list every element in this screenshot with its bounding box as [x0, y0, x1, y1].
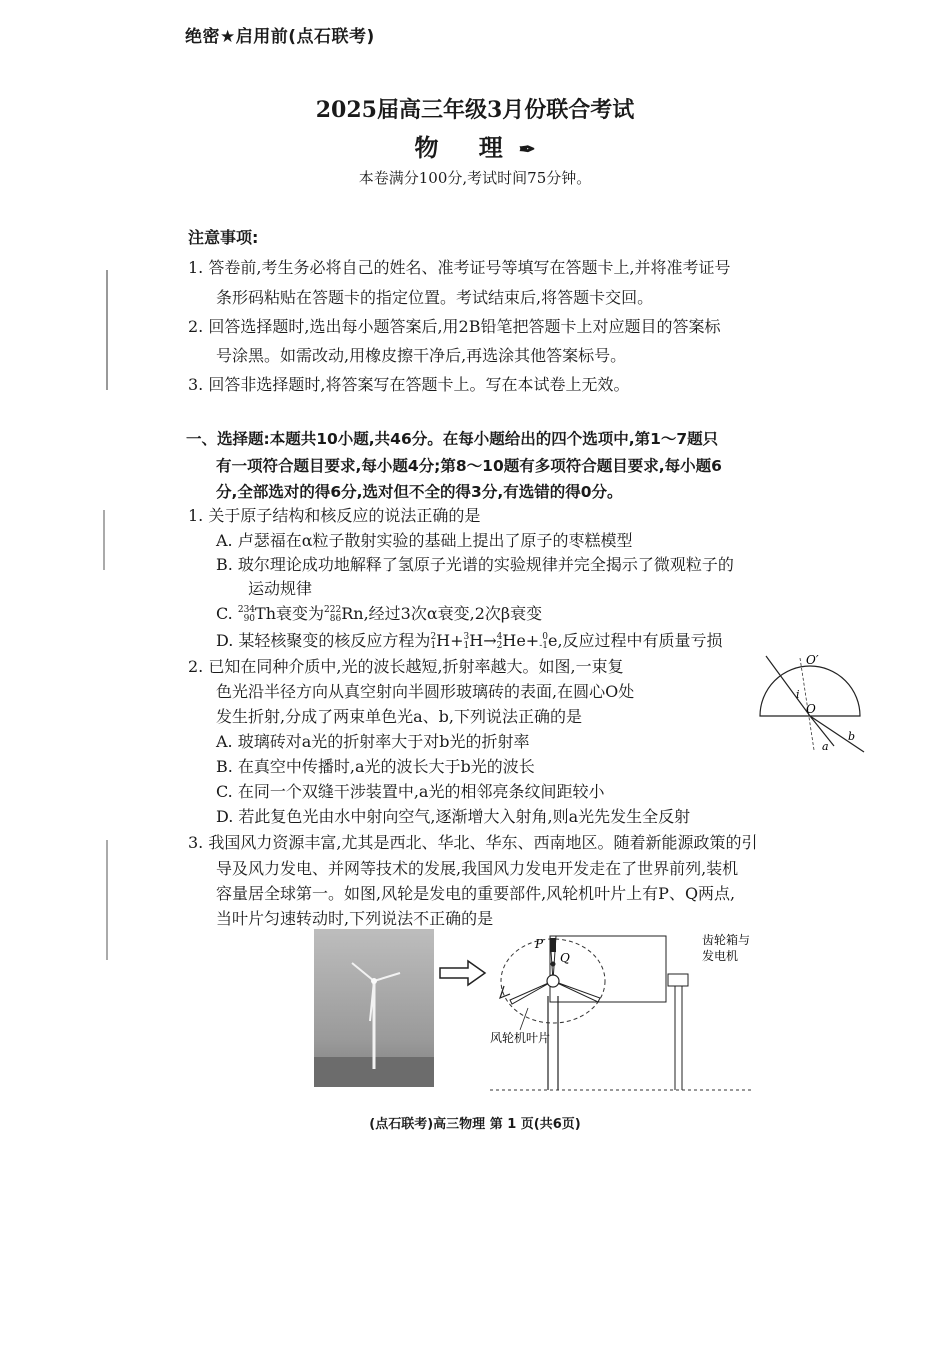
wind-turbine-photo	[314, 929, 434, 1087]
q2-stem-line1: 2. 已知在同种介质中,光的波长越短,折射率越大。如图,一束复	[188, 657, 624, 676]
scan-mark	[106, 840, 108, 960]
q3-stem-line1: 3. 我国风力资源丰富,尤其是西北、华北、华东、西南地区。随着新能源政策的引	[188, 833, 758, 852]
section1-line2: 有一项符合题目要求,每小题4分;第8～10题有多项符合题目要求,每小题6	[216, 457, 722, 475]
label-a: a	[822, 740, 829, 753]
gearbox-label-line2: 发电机	[702, 949, 739, 963]
q2-refraction-diagram	[752, 650, 872, 760]
turbine-photo-drawing	[314, 929, 434, 1087]
notice-item-2-line2: 号涂黑。如需改动,用橡皮擦干净后,再选涂其他答案标号。	[216, 346, 627, 365]
subject-text: 物 理	[414, 133, 519, 162]
subject-title	[0, 128, 950, 163]
q3-stem-line4: 当叶片匀速转动时,下列说法不正确的是	[216, 909, 494, 928]
incident-ray	[766, 656, 810, 716]
label-o-prime: O′	[806, 653, 819, 667]
section1-line1: 一、选择题:本题共10小题,共46分。在每小题给出的四个选项中,第1～7题只	[186, 430, 719, 448]
notice-item-3: 3. 回答非选择题时,将答案写在答题卡上。写在本试卷上无效。	[188, 375, 630, 394]
q1-option-c: C. 234 90 Th衰变为 222 86 Rn,经过3次α衰变,2次β衰变	[216, 604, 543, 624]
point-q-marker	[551, 962, 556, 967]
label-p: P	[535, 937, 544, 951]
secret-label: 绝密★启用前(点石联考)	[185, 27, 375, 47]
notice-item-1-line2: 条形码粘贴在答题卡的指定位置。考试结束后,将答题卡交回。	[216, 288, 654, 307]
q3-turbine-diagram	[490, 926, 780, 1094]
exam-title: 2025届高三年级3月份联合考试	[315, 97, 635, 123]
blade-label: 风轮机叶片	[490, 1031, 551, 1045]
enclosure-frame	[550, 936, 666, 1002]
exam-meta: 本卷满分100分,考试时间75分钟。	[358, 169, 592, 187]
q1-stem: 1. 关于原子结构和核反应的说法正确的是	[188, 506, 481, 525]
notice-heading: 注意事项:	[188, 228, 259, 247]
q2-stem-line3: 发生折射,分成了两束单色光a、b,下列说法正确的是	[216, 707, 582, 726]
label-b: b	[848, 730, 856, 743]
q2-stem-line2: 色光沿半径方向从真空射向半圆形玻璃砖的表面,在圆心O处	[216, 682, 635, 701]
q1-option-b-line1: B. 玻尔理论成功地解释了氢原子光谱的实验规律并完全揭示了微观粒子的	[216, 555, 734, 574]
refracted-ray-b	[810, 716, 864, 752]
label-i: i	[796, 688, 800, 701]
q2-option-a: A. 玻璃砖对a光的折射率大于对b光的折射率	[216, 732, 530, 751]
arrow-icon	[438, 958, 488, 988]
scan-mark	[103, 510, 105, 570]
label-q: Q	[560, 951, 570, 965]
q1-option-a: A. 卢瑟福在α粒子散射实验的基础上提出了原子的枣糕模型	[216, 531, 633, 550]
hub	[547, 975, 559, 987]
label-o: O	[806, 702, 816, 716]
page-footer: (点石联考)高三物理 第 1 页(共6页)	[369, 1117, 581, 1132]
gearbox	[668, 974, 688, 986]
notice-item-1-line1: 1. 答卷前,考生务必将自己的姓名、准考证号等填写在答题卡上,并将准考证号	[188, 258, 731, 277]
q2-option-b: B. 在真空中传播时,a光的波长大于b光的波长	[216, 757, 535, 776]
q1-option-b-line2: 运动规律	[248, 579, 313, 598]
blade-label-pointer	[520, 1008, 528, 1030]
q1-option-d: D. 某轻核聚变的核反应方程为 2 1 H+ 3 1 H→ 4 2 He+ 0 -1 e,反应过程中有质量亏损	[216, 631, 723, 651]
q2-option-c: C. 在同一个双缝干涉装置中,a光的相邻亮条纹间距较小	[216, 782, 605, 801]
q3-stem-line3: 容量居全球第一。如图,风轮是发电的重要部件,风轮机叶片上有P、Q两点,	[216, 884, 736, 903]
quill-icon: ✒	[518, 137, 536, 161]
q3-stem-line2: 导及风力发电、并网等技术的发展,我国风力发电开发走在了世界前列,装机	[216, 859, 739, 878]
q2-option-d: D. 若此复色光由水中射向空气,逐渐增大入射角,则a光先发生全反射	[216, 807, 691, 826]
section1-line3: 分,全部选对的得6分,选对但不全的得3分,有选错的得0分。	[216, 483, 623, 501]
scan-mark	[106, 270, 108, 390]
notice-item-2-line1: 2. 回答选择题时,选出每小题答案后,用2B铅笔把答题卡上对应题目的答案标	[188, 317, 721, 336]
gearbox-label-line1: 齿轮箱与	[702, 933, 751, 947]
point-p-marker	[551, 948, 555, 952]
